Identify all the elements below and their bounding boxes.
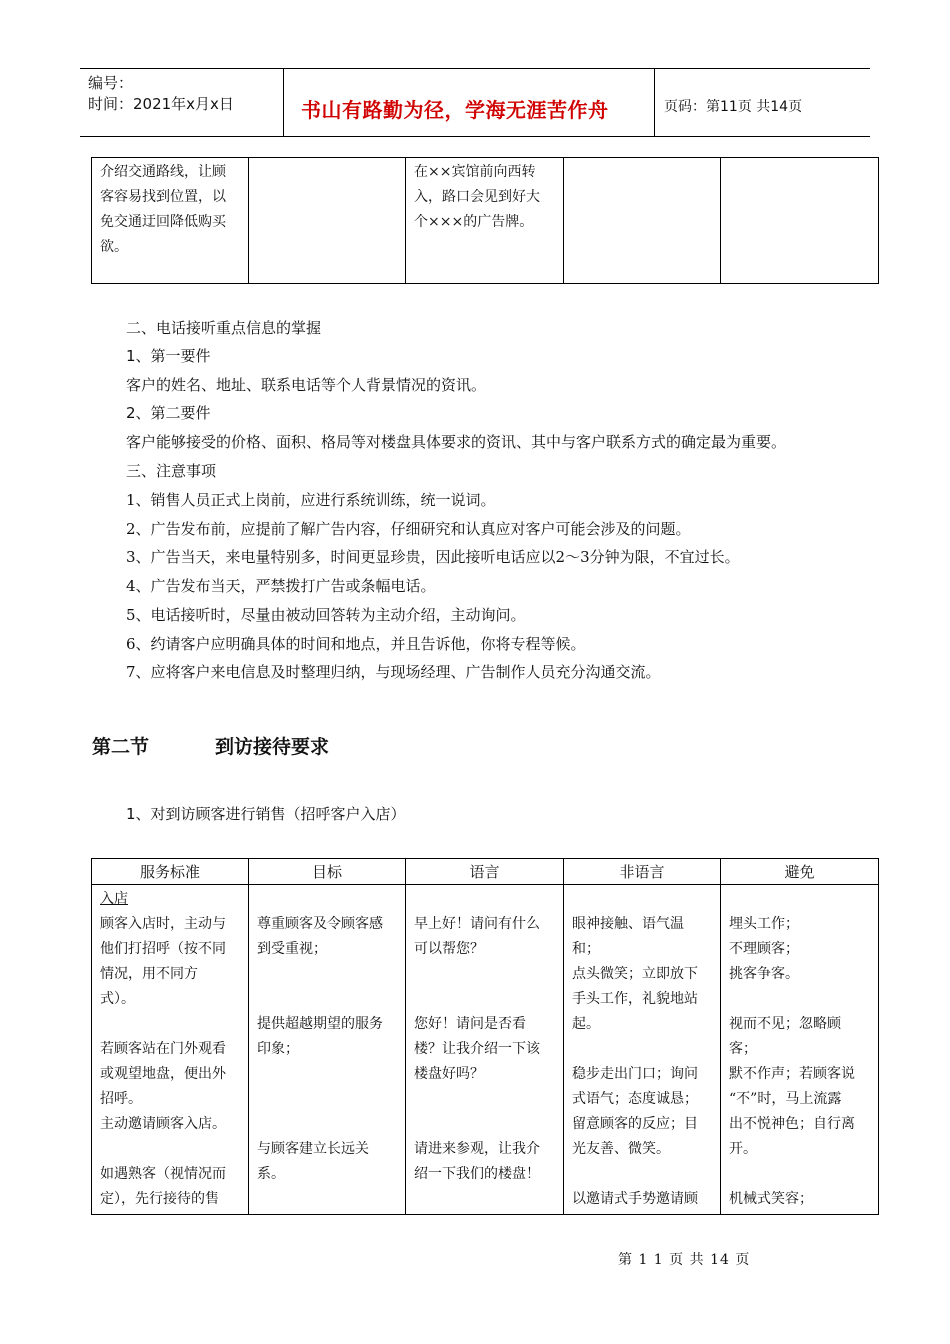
note-item-2: 2、广告发布前，应提前了解广告内容，仔细研究和认真应对客户可能会涉及的问题。 [126,520,691,538]
note-item-4: 4、广告发布当天，严禁拨打广告或条幅电话。 [126,577,436,595]
route-col-avoid [721,158,879,284]
cell-language: 早上好！请问有什么 可以帮您？ 您好！请问是否看 楼？让我介绍一下该 楼盘好吗？ 请进来参观，让我介 绍一下我们的楼盘！ [406,885,564,1215]
cell-goal: 尊重顾客及令顾客感 到受重视； 提供超越期望的服务 印象； 与顾客建立长远关 系。 [249,885,406,1215]
route-col-goal [249,158,406,284]
page-footer: 第 1 1 页 共 14 页 [618,1252,751,1268]
header-page-code: 页码：第11页 共14页 [664,99,803,115]
reception-table [91,858,879,1215]
note-item-7: 7、应将客户来电信息及时整理归纳，与现场经理、广告制作人员充分沟通交流。 [126,663,661,681]
header-bottom-rule [80,136,870,137]
note-item-6: 6、约请客户应明确具体的时间和地点，并且告诉他，你将专程等候。 [126,635,586,653]
header-divider-right [654,68,655,136]
route-col-language: 在××宾馆前向西转 入，路口会见到好大 个×××的广告牌。 [406,158,564,284]
subheading-second-item: 2、第二要件 [126,404,211,422]
heading-notes: 三、注意事项 [126,462,217,480]
section-number: 第二节 [92,736,150,758]
section-title: 到访接待要求 [215,736,330,758]
header-service-standard: 服务标准 [92,859,249,885]
service-standard-text: 顾客入店时，主动与 他们打招呼（按不同 情况，用不同方 式）。 若顾客站在门外观看 或观望地盘，便出外 招呼。 主动邀请顾客入店。 如遇熟客（视情况而 定），先行接待的售 [100,916,226,1207]
route-col-service: 介绍交通路线，让顾 客容易找到位置，以 免交通迂回降低购买 欲。 [92,158,249,284]
route-col-nonverbal [564,158,721,284]
header-nonverbal: 非语言 [564,859,721,885]
cell-service-standard [92,885,249,1215]
header-number-label: 编号： [88,74,134,92]
cell-nonverbal: 眼神接触、语气温 和； 点头微笑；立即放下 手头工作，礼貌地站 起。 稳步走出门口；询问 式语气；态度诚恳； 留意顾客的反应；目 光友善、微笑。 以邀请式手势邀请顾 [564,885,721,1215]
header-goal: 目标 [249,859,406,885]
note-item-5: 5、电话接听时，尽量由被动回答转为主动介绍，主动询问。 [126,606,526,624]
header-date: 时间：2021年x月x日 [88,95,234,113]
route-table [91,157,879,284]
heading-phone-key-info: 二、电话接听重点信息的掌握 [126,319,322,337]
section-subheading: 1、对到访顾客进行销售（招呼客户入店） [126,805,406,823]
header-language: 语言 [406,859,564,885]
header-top-rule [80,68,870,69]
note-item-1: 1、销售人员正式上岗前，应进行系统训练，统一说词。 [126,491,496,509]
header-divider-left [283,68,284,136]
entry-label: 入店 [100,891,128,907]
header-motto: 书山有路勤为径，学海无涯苦作舟 [301,98,609,122]
cell-avoid: 埋头工作； 不理顾客； 挑客争客。 视而不见；忽略顾 客； 默不作声；若顾客说 “不”时，马上流露 出不悦神色；自行离 开。 机械式笑容； [721,885,879,1215]
header-avoid: 避免 [721,859,879,885]
subheading-first-item: 1、第一要件 [126,347,211,365]
second-item-text: 客户能够接受的价格、面积、格局等对楼盘具体要求的资讯、其中与客户联系方式的确定最为重要。 [126,433,787,451]
first-item-text: 客户的姓名、地址、联系电话等个人背景情况的资讯。 [126,376,487,394]
note-item-3: 3、广告当天，来电量特别多，时间更显珍贵，因此接听电话应以2～3分钟为限，不宜过长。 [126,548,740,566]
